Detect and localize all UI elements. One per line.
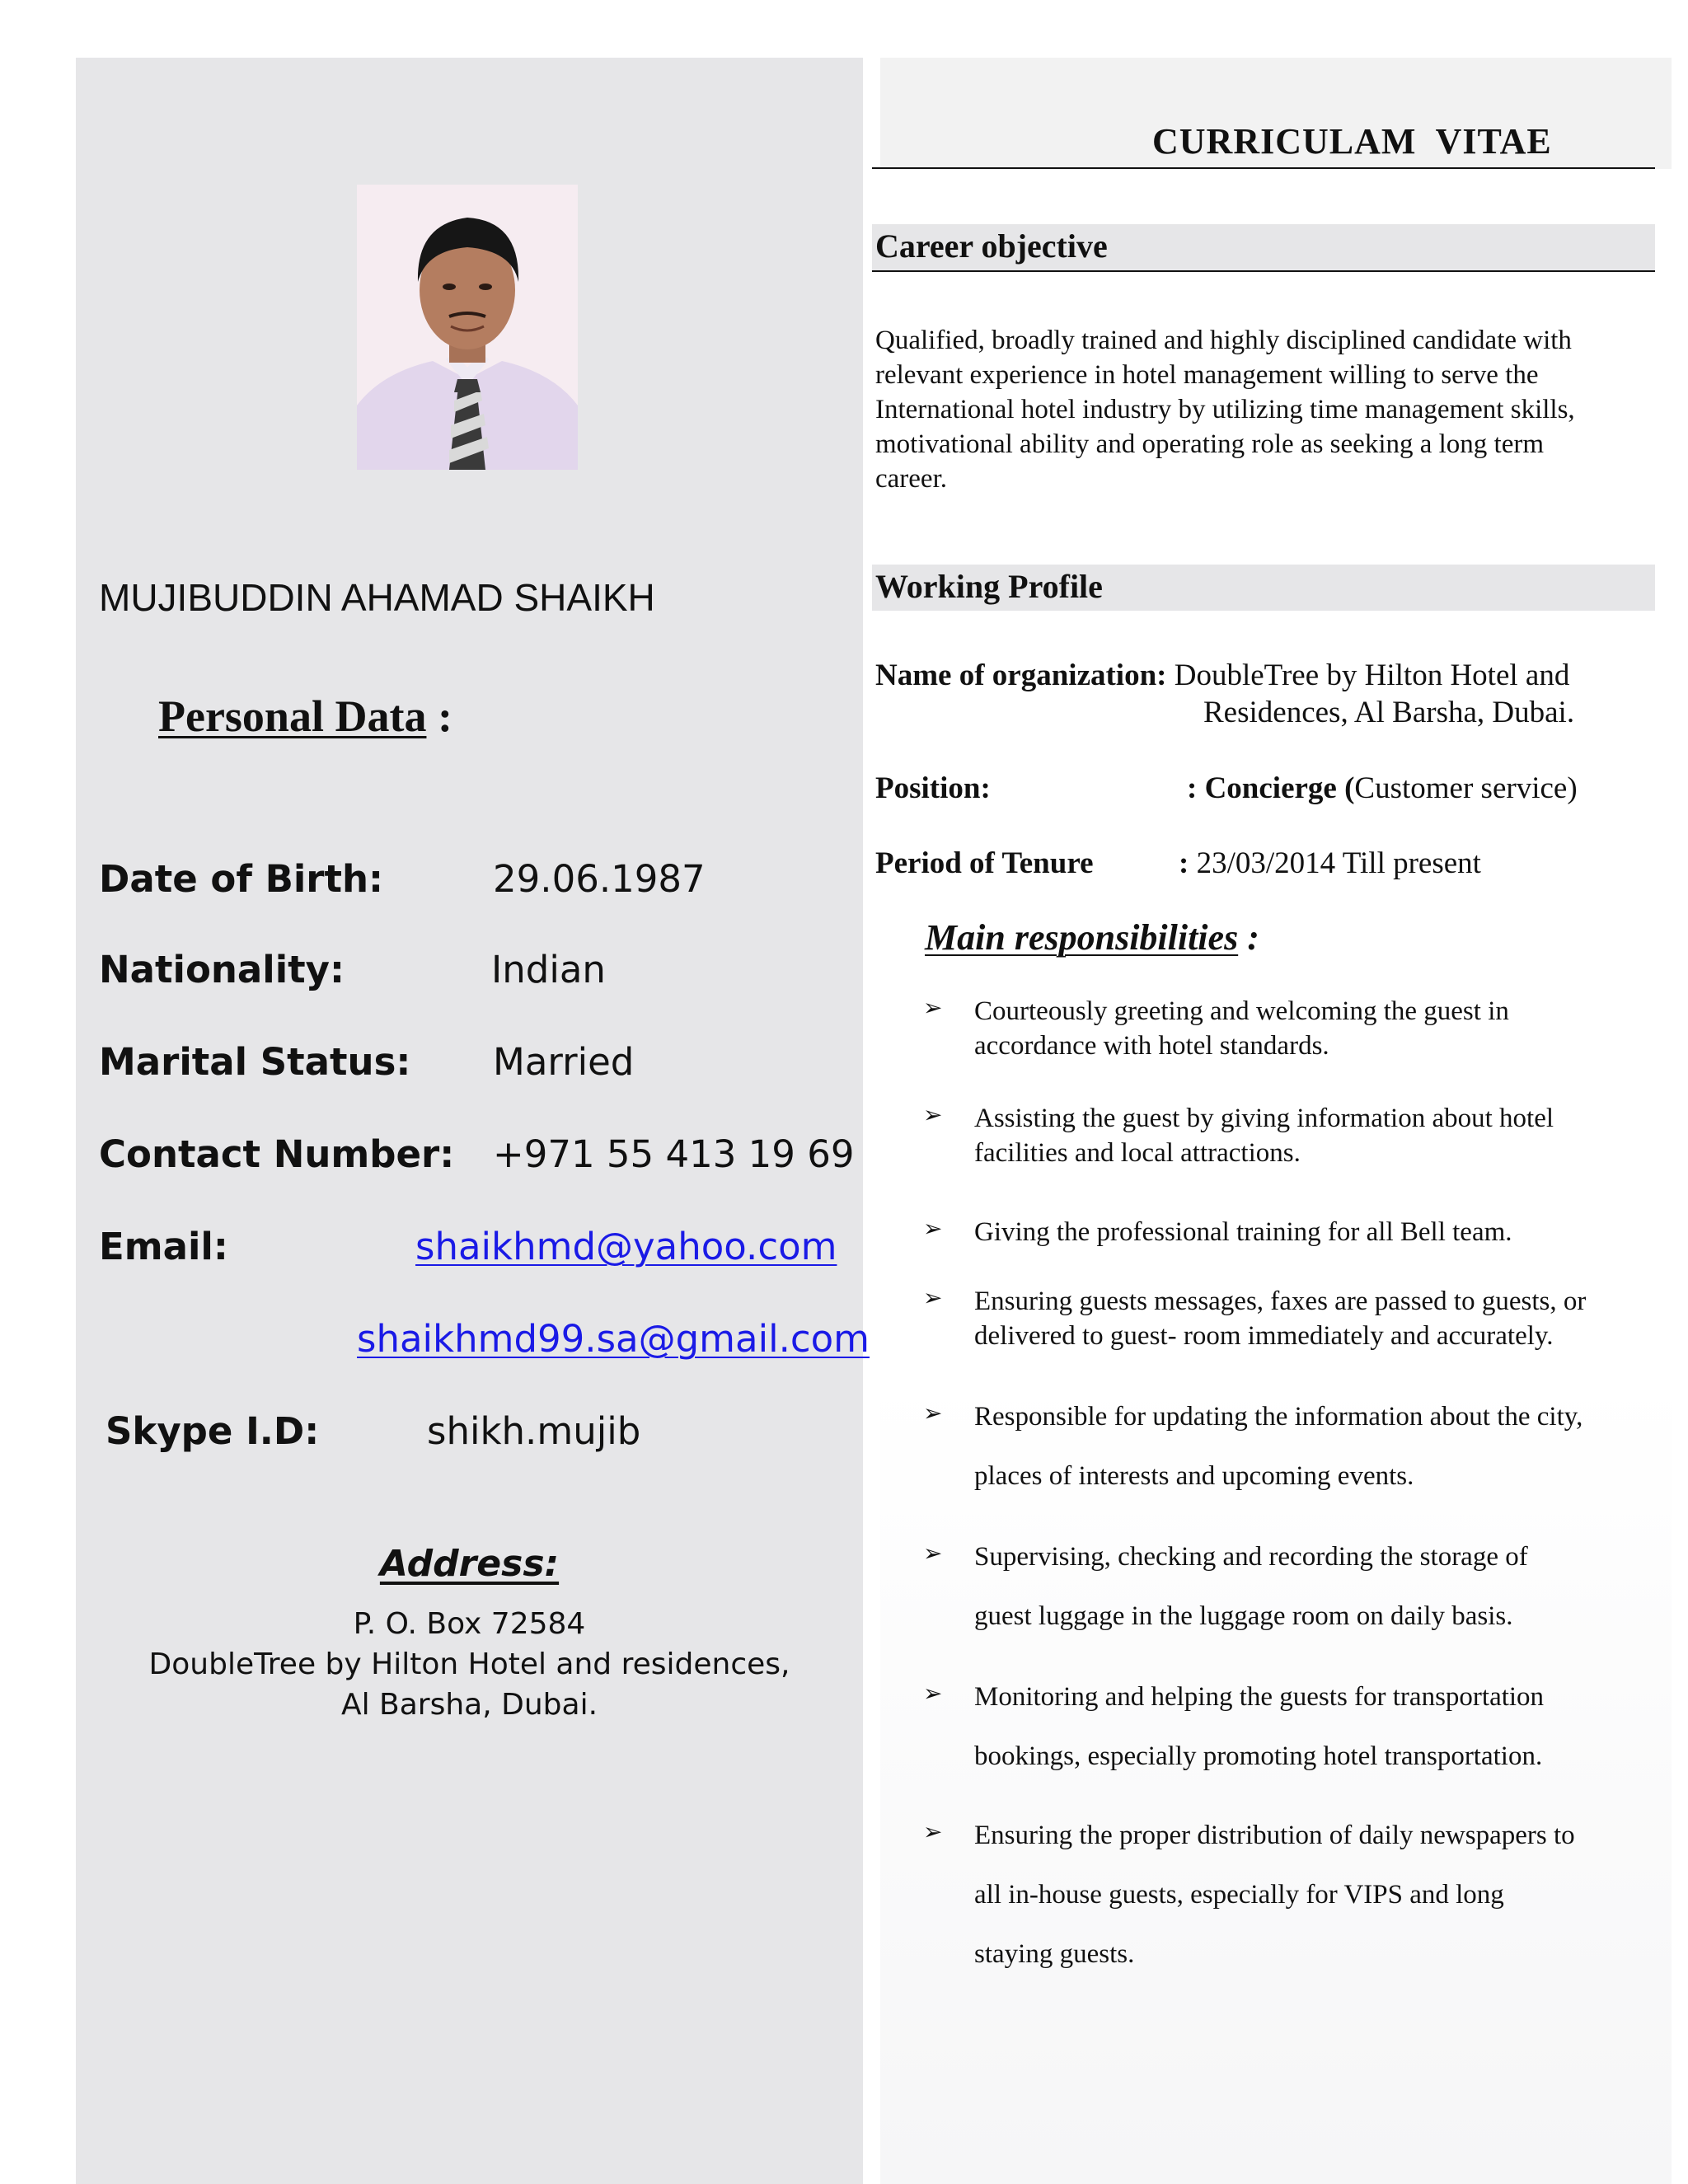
marital-value: Married: [493, 1040, 635, 1084]
responsibility-line: places of interests and upcoming events.: [974, 1461, 1414, 1491]
org-value-1: DoubleTree by Hilton Hotel and: [1174, 658, 1570, 692]
position-row: [1187, 771, 1578, 806]
career-objective-heading: Career objective: [875, 227, 1108, 265]
skype-value: shikh.mujib: [427, 1409, 641, 1453]
nationality-value: Indian: [491, 948, 606, 991]
career-line: career.: [875, 464, 947, 494]
dob-label: Date of Birth:: [99, 857, 384, 901]
responsibility-line: Assisting the guest by giving information about hotel: [974, 1104, 1554, 1133]
position-title: : Concierge (: [1187, 771, 1355, 805]
responsibilities-heading-colon: :: [1238, 917, 1259, 958]
responsibility-line: Courteously greeting and welcoming the guest in: [974, 996, 1509, 1026]
arrow-bullet-icon: ➢: [923, 1680, 943, 1707]
address-line-3: Al Barsha, Dubai.: [340, 1688, 598, 1722]
career-line: relevant experience in hotel management willing to serve the: [875, 360, 1539, 390]
org-label: Name of organization:: [875, 658, 1167, 692]
org-value-2: Residences, Al Barsha, Dubai.: [1203, 696, 1575, 729]
candidate-name: MUJIBUDDIN AHAMAD SHAIKH: [99, 576, 655, 619]
nationality-label: Nationality:: [99, 948, 345, 991]
responsibility-line: staying guests.: [974, 1939, 1135, 1969]
address-heading: Address:: [379, 1543, 560, 1585]
title-underline: [872, 167, 1655, 169]
working-profile-heading: Working Profile: [875, 568, 1103, 605]
tenure-separator: :: [1179, 846, 1189, 880]
responsibility-item: [923, 994, 1665, 1068]
responsibility-line: Ensuring guests messages, faxes are passed to guests, or: [974, 1286, 1587, 1316]
dob-value: 29.06.1987: [493, 857, 706, 901]
tenure-label: [875, 846, 1094, 881]
responsibility-line: accordance with hotel standards.: [974, 1031, 1329, 1061]
responsibilities-heading: [925, 916, 1259, 958]
contact-value: +971 55 413 19 69: [493, 1132, 855, 1176]
arrow-bullet-icon: ➢: [923, 994, 943, 1021]
personal-data-heading-text: Personal Data: [158, 691, 427, 741]
marital-label: Marital Status:: [99, 1040, 411, 1084]
personal-data-heading: [158, 691, 452, 742]
email-link-yahoo[interactable]: shaikhmd@yahoo.com: [415, 1225, 837, 1268]
responsibility-item: [923, 1284, 1665, 1358]
tenure-label-text: Period of Tenure: [875, 846, 1094, 880]
personal-data-heading-colon: :: [426, 691, 452, 741]
tenure-row: [1179, 846, 1481, 881]
responsibility-line: facilities and local attractions.: [974, 1138, 1301, 1168]
responsibility-line: Giving the professional training for all Bell team.: [974, 1217, 1512, 1247]
position-value: Customer service): [1354, 771, 1578, 805]
responsibility-item: [923, 1680, 1665, 1803]
responsibility-line: guest luggage in the luggage room on daily basis.: [974, 1601, 1513, 1631]
responsibility-line: Responsible for updating the information about the city,: [974, 1402, 1583, 1432]
responsibility-line: delivered to guest- room immediately and accurately.: [974, 1321, 1554, 1351]
position-label: [875, 771, 991, 806]
career-line: International hotel industry by utilizing time management skills,: [875, 395, 1575, 424]
career-line: motivational ability and operating role as seeking a long term: [875, 429, 1545, 459]
responsibility-item: [923, 1215, 1665, 1256]
skype-label: Skype I.D:: [106, 1409, 320, 1453]
position-label-text: Position:: [875, 771, 991, 805]
responsibility-line: Supervising, checking and recording the storage of: [974, 1542, 1528, 1572]
email-label: Email:: [99, 1225, 228, 1268]
responsibility-item: [923, 1818, 1665, 1999]
arrow-bullet-icon: ➢: [923, 1101, 943, 1128]
document-title: CURRICULAM VITAE: [1152, 121, 1552, 162]
arrow-bullet-icon: ➢: [923, 1540, 943, 1567]
arrow-bullet-icon: ➢: [923, 1818, 943, 1845]
arrow-bullet-icon: ➢: [923, 1284, 943, 1311]
org-row: [875, 658, 1569, 693]
responsibility-line: Monitoring and helping the guests for transportation: [974, 1682, 1545, 1712]
responsibility-item: [923, 1540, 1665, 1663]
responsibility-item: [923, 1101, 1665, 1175]
arrow-bullet-icon: ➢: [923, 1215, 943, 1242]
responsibility-line: Ensuring the proper distribution of daily newspapers to: [974, 1821, 1575, 1850]
career-objective-rule: [872, 270, 1655, 272]
responsibility-line: all in-house guests, especially for VIPS and long: [974, 1880, 1504, 1910]
career-line: Qualified, broadly trained and highly disciplined candidate with: [875, 326, 1572, 355]
address-line-1: P. O. Box 72584: [353, 1607, 586, 1641]
career-objective-text: [875, 323, 1658, 496]
responsibility-item: [923, 1399, 1665, 1523]
contact-label: Contact Number:: [99, 1132, 455, 1176]
responsibilities-heading-text: Main responsibilities: [925, 917, 1239, 958]
arrow-bullet-icon: ➢: [923, 1399, 943, 1427]
profile-photo: [357, 185, 578, 470]
email-link-gmail[interactable]: shaikhmd99.sa@gmail.com: [357, 1317, 870, 1361]
address-line-2: DoubleTree by Hilton Hotel and residences,: [148, 1647, 790, 1681]
responsibility-line: bookings, especially promoting hotel transportation.: [974, 1741, 1543, 1771]
tenure-value: 23/03/2014 Till present: [1196, 846, 1481, 880]
